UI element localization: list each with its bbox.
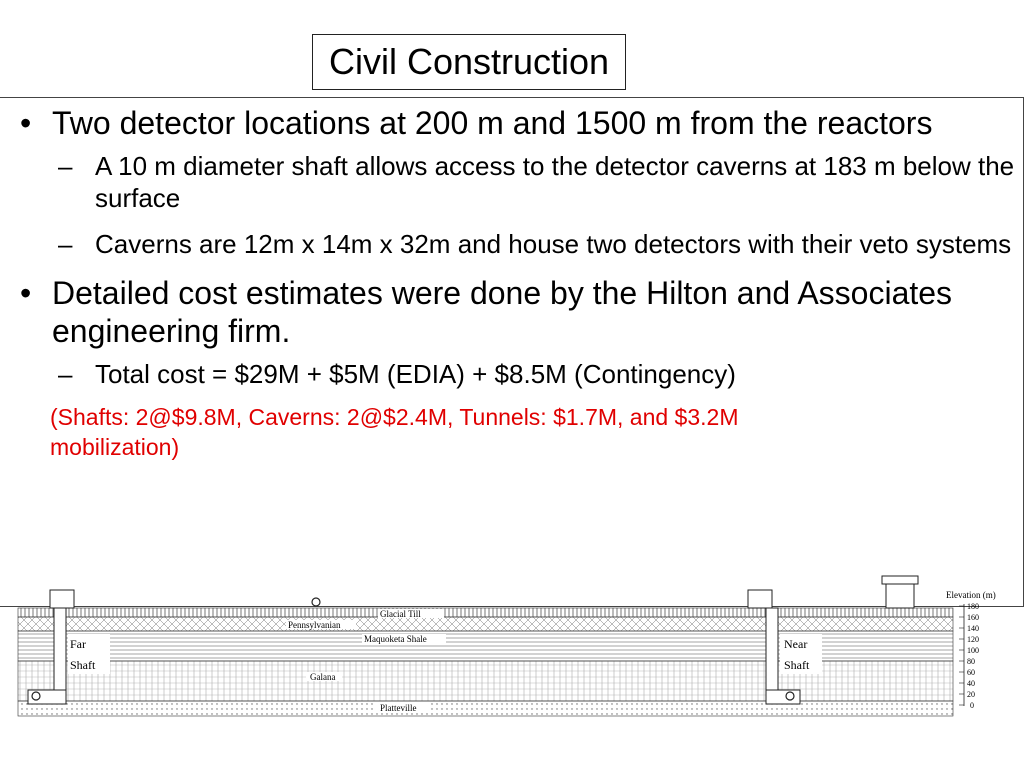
sub-bullet-item bbox=[14, 358, 1019, 390]
elevation-ticks bbox=[959, 606, 964, 705]
elevation-tick-label: 40 bbox=[967, 679, 975, 688]
layer-label-galana: Galana bbox=[310, 672, 336, 682]
sub-bullet-item bbox=[14, 150, 1019, 214]
near-shaft-label-line2: Shaft bbox=[784, 658, 810, 672]
slide-title: Civil Construction bbox=[328, 41, 610, 82]
note-line-2: mobilization) bbox=[50, 434, 180, 460]
bullet-text: Detailed cost estimates were done by the Hilton and Associates engineering firm. bbox=[52, 275, 953, 349]
bullet-text: Two detector locations at 200 m and 1500 m from the reactors bbox=[52, 105, 933, 141]
layer-label-maquoketa-shale: Maquoketa Shale bbox=[364, 634, 427, 644]
bullet-marker: • bbox=[20, 105, 32, 141]
elevation-tick-label: 80 bbox=[967, 657, 975, 666]
bullet-item bbox=[14, 104, 1019, 142]
layer-label-glacial-till: Glacial Till bbox=[380, 609, 421, 619]
bullet-item bbox=[14, 274, 1019, 350]
sub-bullet-item bbox=[14, 228, 1019, 260]
layer-pennsylvanian bbox=[18, 617, 953, 631]
elevation-title: Elevation (m) bbox=[946, 590, 996, 600]
sub-bullet-text: A 10 m diameter shaft allows access to the detector caverns at 183 m below the surface bbox=[95, 151, 1015, 213]
elevation-tick-label: 160 bbox=[967, 613, 979, 622]
elevation-tick-label: 20 bbox=[967, 690, 975, 699]
slide-title-box bbox=[312, 34, 626, 90]
surface-building bbox=[882, 576, 918, 608]
cost-breakdown-note bbox=[14, 402, 1019, 462]
bullet-list bbox=[14, 104, 1019, 462]
layer-glacial-till bbox=[18, 608, 953, 617]
elevation-tick-label: 140 bbox=[967, 624, 979, 633]
layer-platteville bbox=[18, 701, 953, 716]
sub-bullet-text: Caverns are 12m x 14m x 32m and house two detectors with their veto systems bbox=[95, 229, 1012, 259]
bullet-marker: • bbox=[20, 275, 32, 311]
geology-cross-section bbox=[0, 572, 1024, 722]
near-shaft-label-line1: Near bbox=[784, 637, 808, 651]
elevation-scale bbox=[946, 590, 996, 710]
elevation-tick-label: 120 bbox=[967, 635, 979, 644]
elevation-tick-label: 100 bbox=[967, 646, 979, 655]
dash-marker: – bbox=[58, 151, 73, 181]
note-line-1: (Shafts: 2@$9.8M, Caverns: 2@$2.4M, Tunnels: $1.7M, and $3.2M bbox=[50, 404, 739, 430]
dash-marker: – bbox=[58, 359, 73, 389]
middle-tunnel-marker bbox=[312, 598, 320, 606]
far-shaft-label-line1: Far bbox=[70, 637, 86, 651]
elevation-tick-label: 180 bbox=[967, 602, 979, 611]
dash-marker: – bbox=[58, 229, 73, 259]
elevation-tick-label: 0 bbox=[970, 701, 974, 710]
elevation-tick-label: 60 bbox=[967, 668, 975, 677]
layer-label-platteville: Platteville bbox=[380, 703, 417, 713]
sub-bullet-text: Total cost = $29M + $5M (EDIA) + $8.5M (Contingency) bbox=[95, 359, 736, 389]
far-shaft-label-line2: Shaft bbox=[70, 658, 96, 672]
layer-label-pennsylvanian: Pennsylvanian bbox=[288, 620, 341, 630]
